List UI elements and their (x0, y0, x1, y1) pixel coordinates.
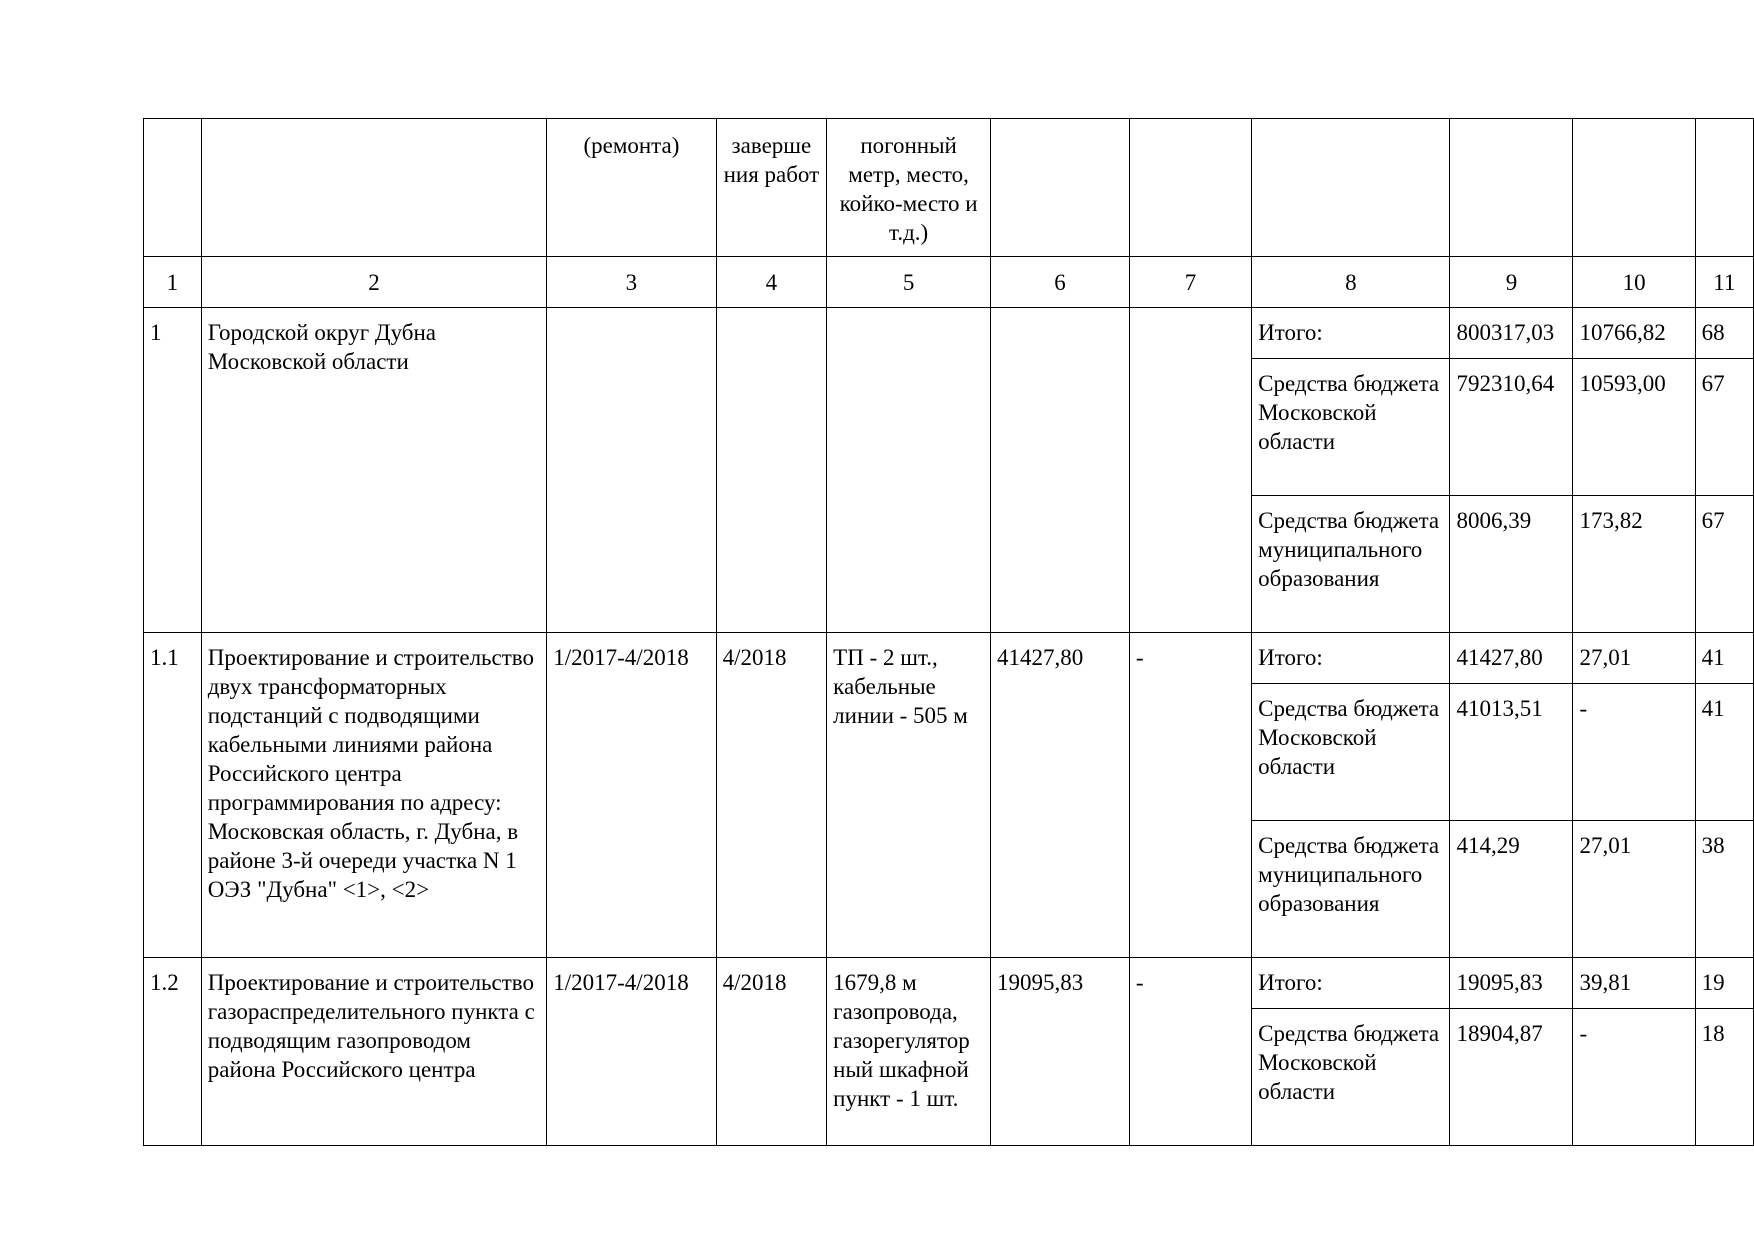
column-number: 8 (1252, 257, 1450, 308)
header-cell-10 (1573, 119, 1695, 257)
row-capacity: ТП - 2 шт., кабельные линии - 505 м (827, 633, 991, 958)
header-cell-6 (991, 119, 1130, 257)
funding-source: Итого: (1252, 633, 1450, 684)
funding-source: Средства бюджета Московской области (1252, 684, 1450, 821)
funding-source: Средства бюджета Московской области (1252, 1009, 1450, 1146)
row-cost: 41427,80 (991, 633, 1130, 958)
row-completion: 4/2018 (716, 958, 827, 1146)
funding-source: Итого: (1252, 958, 1450, 1009)
header-cell-1 (144, 119, 202, 257)
funding-col10: - (1573, 684, 1695, 821)
investment-program-table (143, 118, 1754, 1146)
column-number: 6 (991, 257, 1130, 308)
table-row (144, 633, 1754, 684)
header-cell-9 (1450, 119, 1573, 257)
row-name: Городской округ Дубна Московской области (201, 308, 547, 633)
row-capacity: 1679,8 м газопровода, газорегулятор ный шкафной пункт - 1 шт. (827, 958, 991, 1146)
funding-source: Итого: (1252, 308, 1450, 359)
column-number: 1 (144, 257, 202, 308)
row-period (547, 308, 716, 633)
row-cost (991, 308, 1130, 633)
funding-source: Средства бюджета муниципального образования (1252, 496, 1450, 633)
row-completion (716, 308, 827, 633)
row-col7: - (1129, 633, 1251, 958)
funding-col9: 19095,83 (1450, 958, 1573, 1009)
funding-col9: 414,29 (1450, 821, 1573, 958)
header-cell-8 (1252, 119, 1450, 257)
funding-col10: 173,82 (1573, 496, 1695, 633)
column-number: 5 (827, 257, 991, 308)
funding-col11: 67 (1695, 496, 1753, 633)
row-name: Проектирование и строительство двух трансформаторных подстанций с подводящими кабельными линиями района Российского центра программирования по адресу: Московская область, г. Дубна, в районе 3-й очереди участка N 1 ОЭЗ "Дубна" <1>, <2> (201, 633, 547, 958)
table-row (144, 308, 1754, 359)
row-id: 1.1 (144, 633, 202, 958)
funding-col11: 19 (1695, 958, 1753, 1009)
funding-col10: 10766,82 (1573, 308, 1695, 359)
funding-col9: 18904,87 (1450, 1009, 1573, 1146)
row-period: 1/2017-4/2018 (547, 958, 716, 1146)
funding-col9: 41427,80 (1450, 633, 1573, 684)
funding-col11: 38 (1695, 821, 1753, 958)
column-number-row (144, 257, 1754, 308)
header-cell-3: (ремонта) (547, 119, 716, 257)
funding-col9: 800317,03 (1450, 308, 1573, 359)
column-number: 7 (1129, 257, 1251, 308)
row-capacity (827, 308, 991, 633)
funding-source: Средства бюджета муниципального образования (1252, 821, 1450, 958)
row-id: 1.2 (144, 958, 202, 1146)
table-row (144, 958, 1754, 1009)
funding-col9: 8006,39 (1450, 496, 1573, 633)
row-completion: 4/2018 (716, 633, 827, 958)
row-name: Проектирование и строительство газораспределительного пункта с подводящим газопроводом района Российского центра (201, 958, 547, 1146)
funding-col10: 39,81 (1573, 958, 1695, 1009)
header-cell-4: заверше ния работ (716, 119, 827, 257)
column-number: 2 (201, 257, 547, 308)
header-cell-11 (1695, 119, 1753, 257)
funding-col10: 27,01 (1573, 821, 1695, 958)
funding-col11: 41 (1695, 684, 1753, 821)
header-cell-7 (1129, 119, 1251, 257)
funding-col9: 41013,51 (1450, 684, 1573, 821)
funding-source: Средства бюджета Московской области (1252, 359, 1450, 496)
funding-col11: 67 (1695, 359, 1753, 496)
column-number: 10 (1573, 257, 1695, 308)
funding-col10: - (1573, 1009, 1695, 1146)
column-number: 9 (1450, 257, 1573, 308)
column-number: 11 (1695, 257, 1753, 308)
funding-col11: 41 (1695, 633, 1753, 684)
funding-col9: 792310,64 (1450, 359, 1573, 496)
column-number: 3 (547, 257, 716, 308)
header-cell-2 (201, 119, 547, 257)
row-period: 1/2017-4/2018 (547, 633, 716, 958)
funding-col10: 10593,00 (1573, 359, 1695, 496)
row-col7 (1129, 308, 1251, 633)
row-col7: - (1129, 958, 1251, 1146)
header-row (144, 119, 1754, 257)
column-number: 4 (716, 257, 827, 308)
funding-col11: 68 (1695, 308, 1753, 359)
header-cell-5: погонный метр, место, койко-место и т.д.) (827, 119, 991, 257)
funding-col10: 27,01 (1573, 633, 1695, 684)
row-id: 1 (144, 308, 202, 633)
funding-col11: 18 (1695, 1009, 1753, 1146)
row-cost: 19095,83 (991, 958, 1130, 1146)
